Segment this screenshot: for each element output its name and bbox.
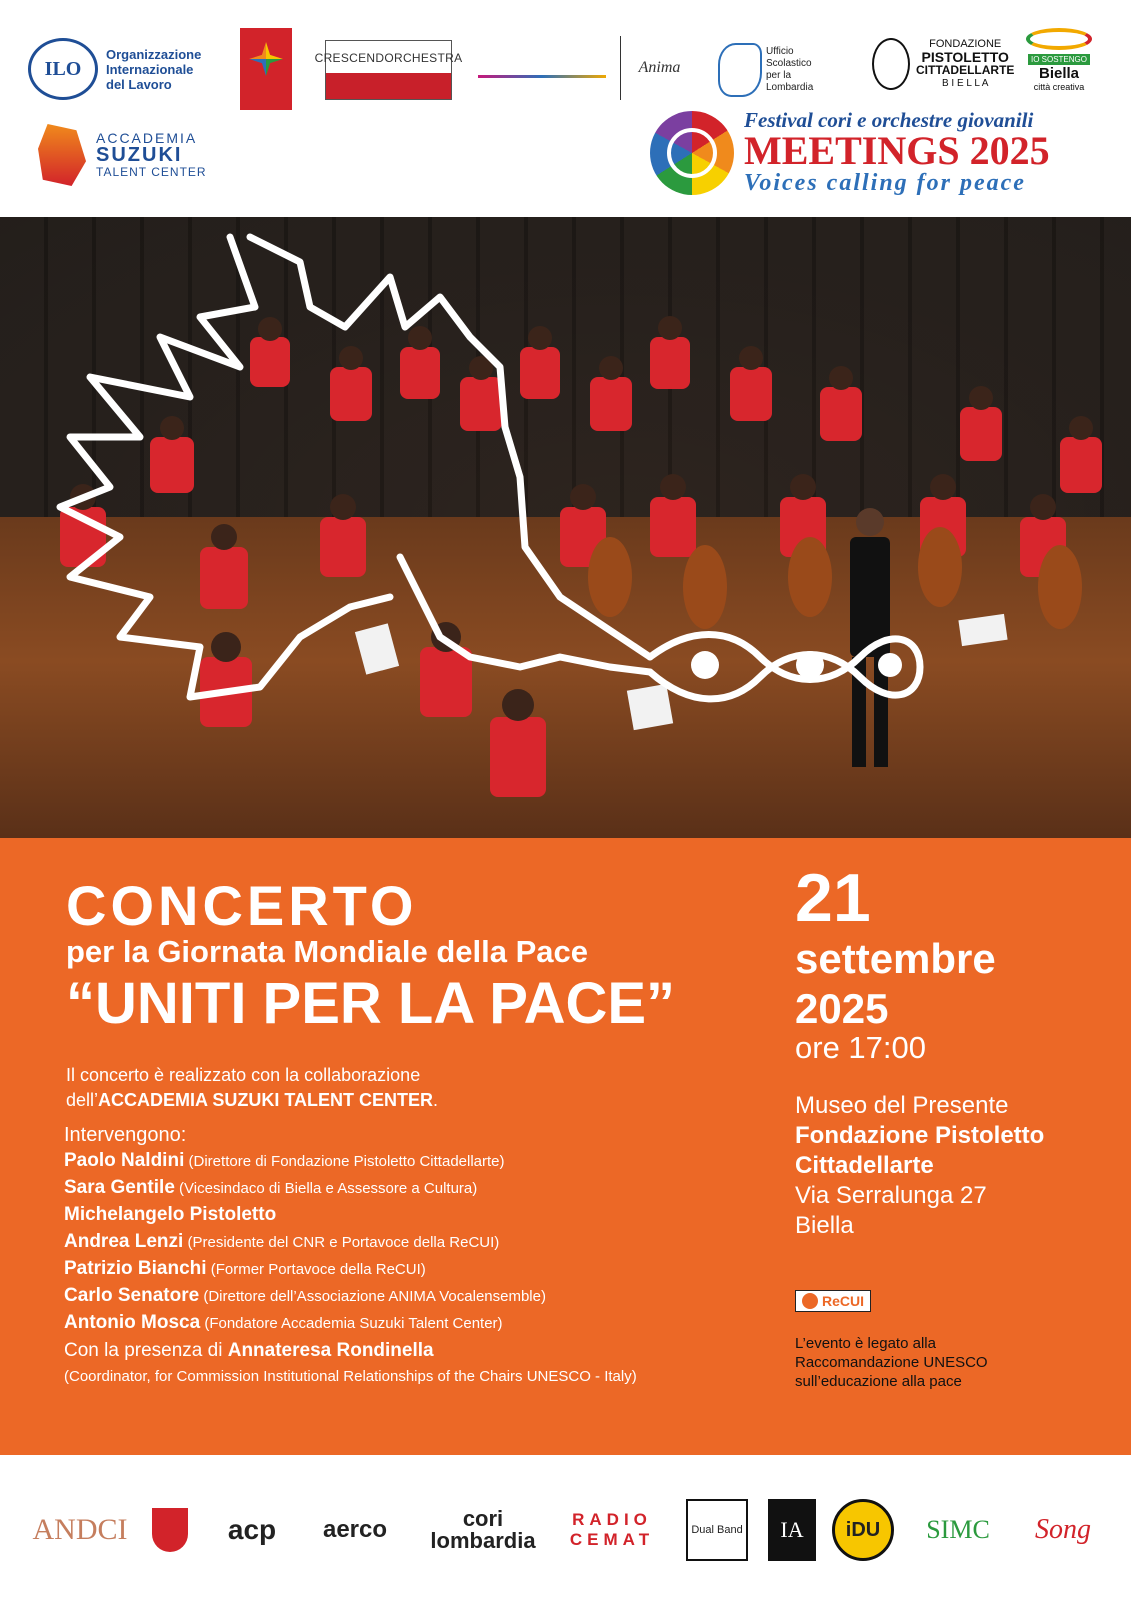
- dual-band-logo: Dual Band: [686, 1499, 748, 1561]
- ilo-logo: [28, 38, 201, 100]
- infinity-icon: [1026, 28, 1092, 50]
- recui-logo: ReCUI: [795, 1290, 871, 1312]
- orchestra-illustration: [0, 217, 1131, 838]
- aerco-logo: aerco: [322, 1516, 388, 1543]
- pinwheel-logo: [240, 28, 292, 110]
- radio-cemat-logo: RADIO CEMAT: [569, 1510, 655, 1549]
- biella-citta-creativa-logo: IO SOSTENGO Biella città creativa: [1026, 28, 1092, 92]
- speaker-item: Michelangelo Pistoletto: [64, 1204, 277, 1225]
- crescendorchestra-logo: CRESCENDORCHESTRA: [325, 40, 452, 100]
- idu-logo: iDU: [832, 1499, 894, 1561]
- speaker-item: Andrea Lenzi (Presidente del CNR e Portavoce della ReCUI): [64, 1231, 500, 1252]
- concert-subtitle: per la Giornata Mondiale della Pace: [66, 934, 589, 969]
- event-venue: Museo del Presente Fondazione Pistoletto Cittadellarte Via Serralunga 27 Biella: [795, 1092, 1045, 1239]
- globe-icon: [802, 1293, 818, 1309]
- music-staff-icon: [478, 60, 606, 78]
- cori-lombardia-logo: cori lombardia: [430, 1506, 536, 1553]
- concert-title: CONCERTO: [66, 874, 418, 937]
- presence-line: Con la presenza di Annateresa Rondinella: [64, 1340, 434, 1361]
- event-date: 21 settembre 2025: [795, 860, 996, 1032]
- speaker-item: Sara Gentile (Vicesindaco di Biella e Assessore a Cultura): [64, 1177, 478, 1198]
- simc-logo: SIMC: [926, 1515, 990, 1544]
- unesco-note: L’evento è legato alla Raccomandazione UNESCO sull’educazione alla pace: [795, 1335, 988, 1390]
- ilo-name: Organizzazione Internazionale del Lavoro: [106, 46, 202, 92]
- andci-logo: ANDCI: [32, 1513, 128, 1546]
- presence-role: (Coordinator, for Commission Institutional Relationships of the Chairs UNESCO - Italy): [64, 1368, 637, 1385]
- speaker-item: Carlo Senatore (Direttore dell’Associazione ANIMA Vocalensemble): [64, 1285, 546, 1306]
- amima-logo: [478, 48, 606, 90]
- concert-info-panel: [0, 838, 1131, 1455]
- fondazione-pistoletto-logo: FONDAZIONE PISTOLETTO CITTADELLARTE B I E L L A: [872, 38, 1014, 90]
- accademia-suzuki-logo: ACCADEMIA SUZUKI TALENT CENTER: [38, 124, 207, 186]
- orchestra-photo: [0, 217, 1131, 838]
- concert-motto: “UNITI PER LA PACE”: [66, 971, 676, 1036]
- speaker-item: Patrizio Bianchi (Former Portavoce della ReCUI): [64, 1258, 426, 1279]
- ilo-globe-icon: ILO: [28, 38, 98, 100]
- event-time: ore 17:00: [795, 1030, 926, 1065]
- meetings-2025-logo: Festival cori e orchestre giovanili MEETINGS 2025 Voices calling for peace: [650, 110, 1050, 195]
- speaker-item: Antonio Mosca (Fondatore Accademia Suzuki Talent Center): [64, 1312, 503, 1333]
- speaker-item: Paolo Naldini (Direttore di Fondazione Pistoletto Cittadellarte): [64, 1150, 505, 1171]
- pinwheel-icon: [249, 42, 283, 76]
- footer-logos: [0, 1455, 1131, 1600]
- shield-icon: [152, 1508, 188, 1552]
- speakers-list: [64, 1150, 764, 1339]
- ia-logo: IA: [768, 1499, 816, 1561]
- lombardia-map-icon: [718, 43, 762, 97]
- peace-badge-icon: [650, 111, 734, 195]
- speakers-heading: Intervengono:: [64, 1124, 187, 1146]
- song-logo: Song: [1035, 1514, 1091, 1545]
- acp-logo: acp: [227, 1514, 277, 1545]
- anima-logo: Anima: [620, 36, 698, 100]
- violin-icon: [326, 73, 451, 99]
- header-logos: [0, 0, 1131, 217]
- collaboration-note: Il concerto è realizzato con la collaborazione dell’ACCADEMIA SUZUKI TALENT CENTER.: [66, 1065, 439, 1110]
- third-paradise-icon: [872, 38, 910, 90]
- suzuki-emblem-icon: [38, 124, 86, 186]
- usr-lombardia-logo: Ufficio Scolastico per la Lombardia: [718, 38, 838, 102]
- fipc-logo: [150, 1499, 190, 1561]
